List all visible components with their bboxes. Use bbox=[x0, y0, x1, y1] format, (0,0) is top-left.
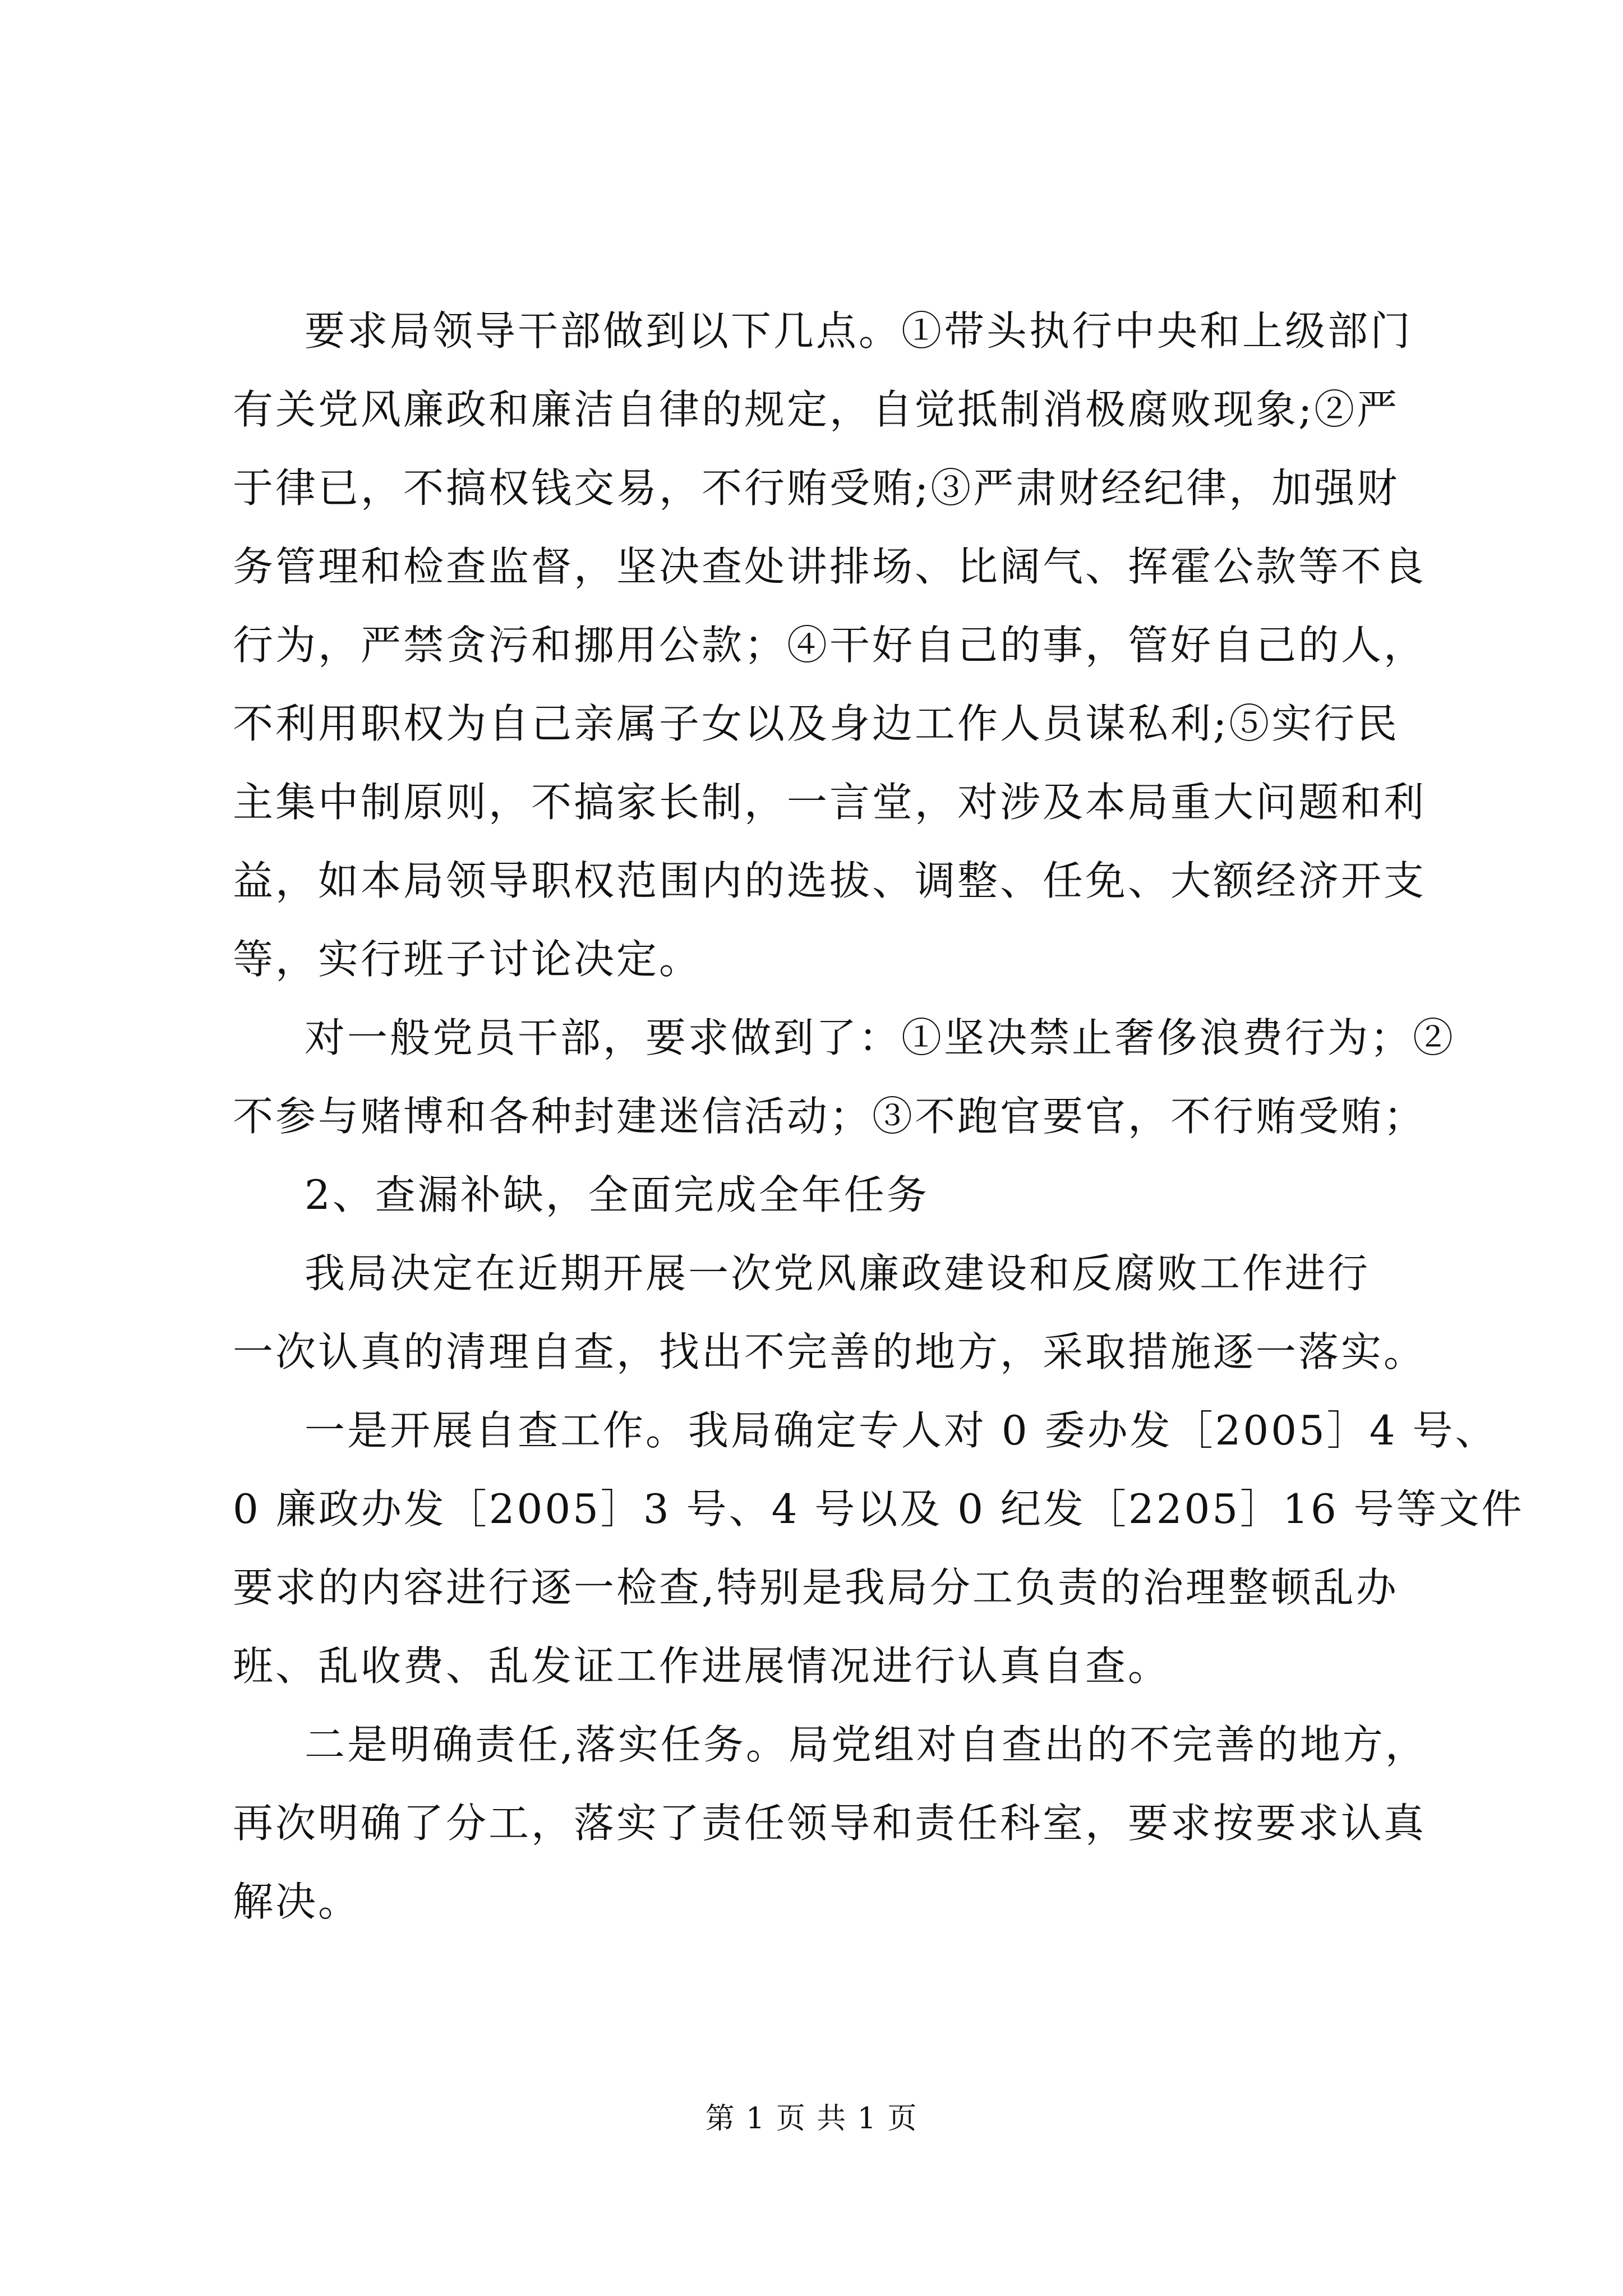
paragraph-self-inspection-work bbox=[233, 1391, 1524, 1705]
text-line: 益，如本局领导职权范围内的选拔、调整、任免、大额经济开支 bbox=[233, 857, 1427, 904]
text-line: 于律已，不搞权钱交易，不行贿受贿;③严肃财经纪律，加强财 bbox=[233, 464, 1400, 512]
text-line: 要求局领导干部做到以下几点。①带头执行中央和上级部门 bbox=[305, 307, 1413, 355]
paragraph-leadership-requirements bbox=[233, 292, 1427, 999]
page-number-footer: 第 1 页 共 1 页 bbox=[705, 2102, 918, 2136]
text-line: 务管理和检查监督，坚决查处讲排场、比阔气、挥霍公款等不良 bbox=[233, 543, 1427, 590]
text-line: 再次明确了分工，落实了责任领导和责任科室，要求按要求认真 bbox=[233, 1800, 1427, 1847]
text-line: 班、乱收费、乱发证工作进展情况进行认真自查。 bbox=[233, 1642, 1171, 1690]
text-line: 一是开展自查工作。我局确定专人对 0 委办发［2005］4 号、 bbox=[305, 1407, 1498, 1454]
paragraph-responsibility bbox=[233, 1705, 1428, 1941]
text-line: 不利用职权为自己亲属子女以及身边工作人员谋私利;⑤实行民 bbox=[233, 700, 1400, 747]
text-line: 要求的内容进行逐一检查,特别是我局分工负责的治理整顿乱办 bbox=[233, 1564, 1399, 1611]
paragraph-member-requirements bbox=[233, 999, 1456, 1156]
text-line: 对一般党员干部，要求做到了：①坚决禁止奢侈浪费行为；② bbox=[305, 1014, 1456, 1061]
paragraph-self-inspection-decision bbox=[233, 1234, 1427, 1391]
text-line: 二是明确责任,落实任务。局党组对自查出的不完善的地方， bbox=[305, 1721, 1428, 1768]
text-line: 我局决定在近期开展一次党风廉政建设和反腐败工作进行 bbox=[305, 1250, 1371, 1297]
text-line: 等，实行班子讨论决定。 bbox=[233, 936, 702, 983]
text-line: 有关党风廉政和廉洁自律的规定，自觉抵制消极腐败现象;②严 bbox=[233, 386, 1400, 433]
text-line: 不参与赌博和各种封建迷信活动；③不跑官要官，不行贿受贿； bbox=[233, 1093, 1427, 1140]
text-line: 解决。 bbox=[233, 1878, 361, 1925]
section-heading bbox=[233, 1156, 1416, 1234]
text-line: 一次认真的清理自查，找出不完善的地方，采取措施逐一落实。 bbox=[233, 1328, 1427, 1375]
text-line: 行为，严禁贪污和挪用公款；④干好自己的事，管好自己的人， bbox=[233, 622, 1427, 669]
text-line: 0 廉政办发［2005］3 号、4 号以及 0 纪发［2205］16 号等文件 bbox=[233, 1485, 1524, 1533]
text-line: 主集中制原则，不搞家长制，一言堂，对涉及本局重大问题和利 bbox=[233, 779, 1427, 826]
document-body bbox=[233, 292, 1524, 1941]
heading-line: 2、查漏补缺，全面完成全年任务 bbox=[305, 1171, 929, 1218]
